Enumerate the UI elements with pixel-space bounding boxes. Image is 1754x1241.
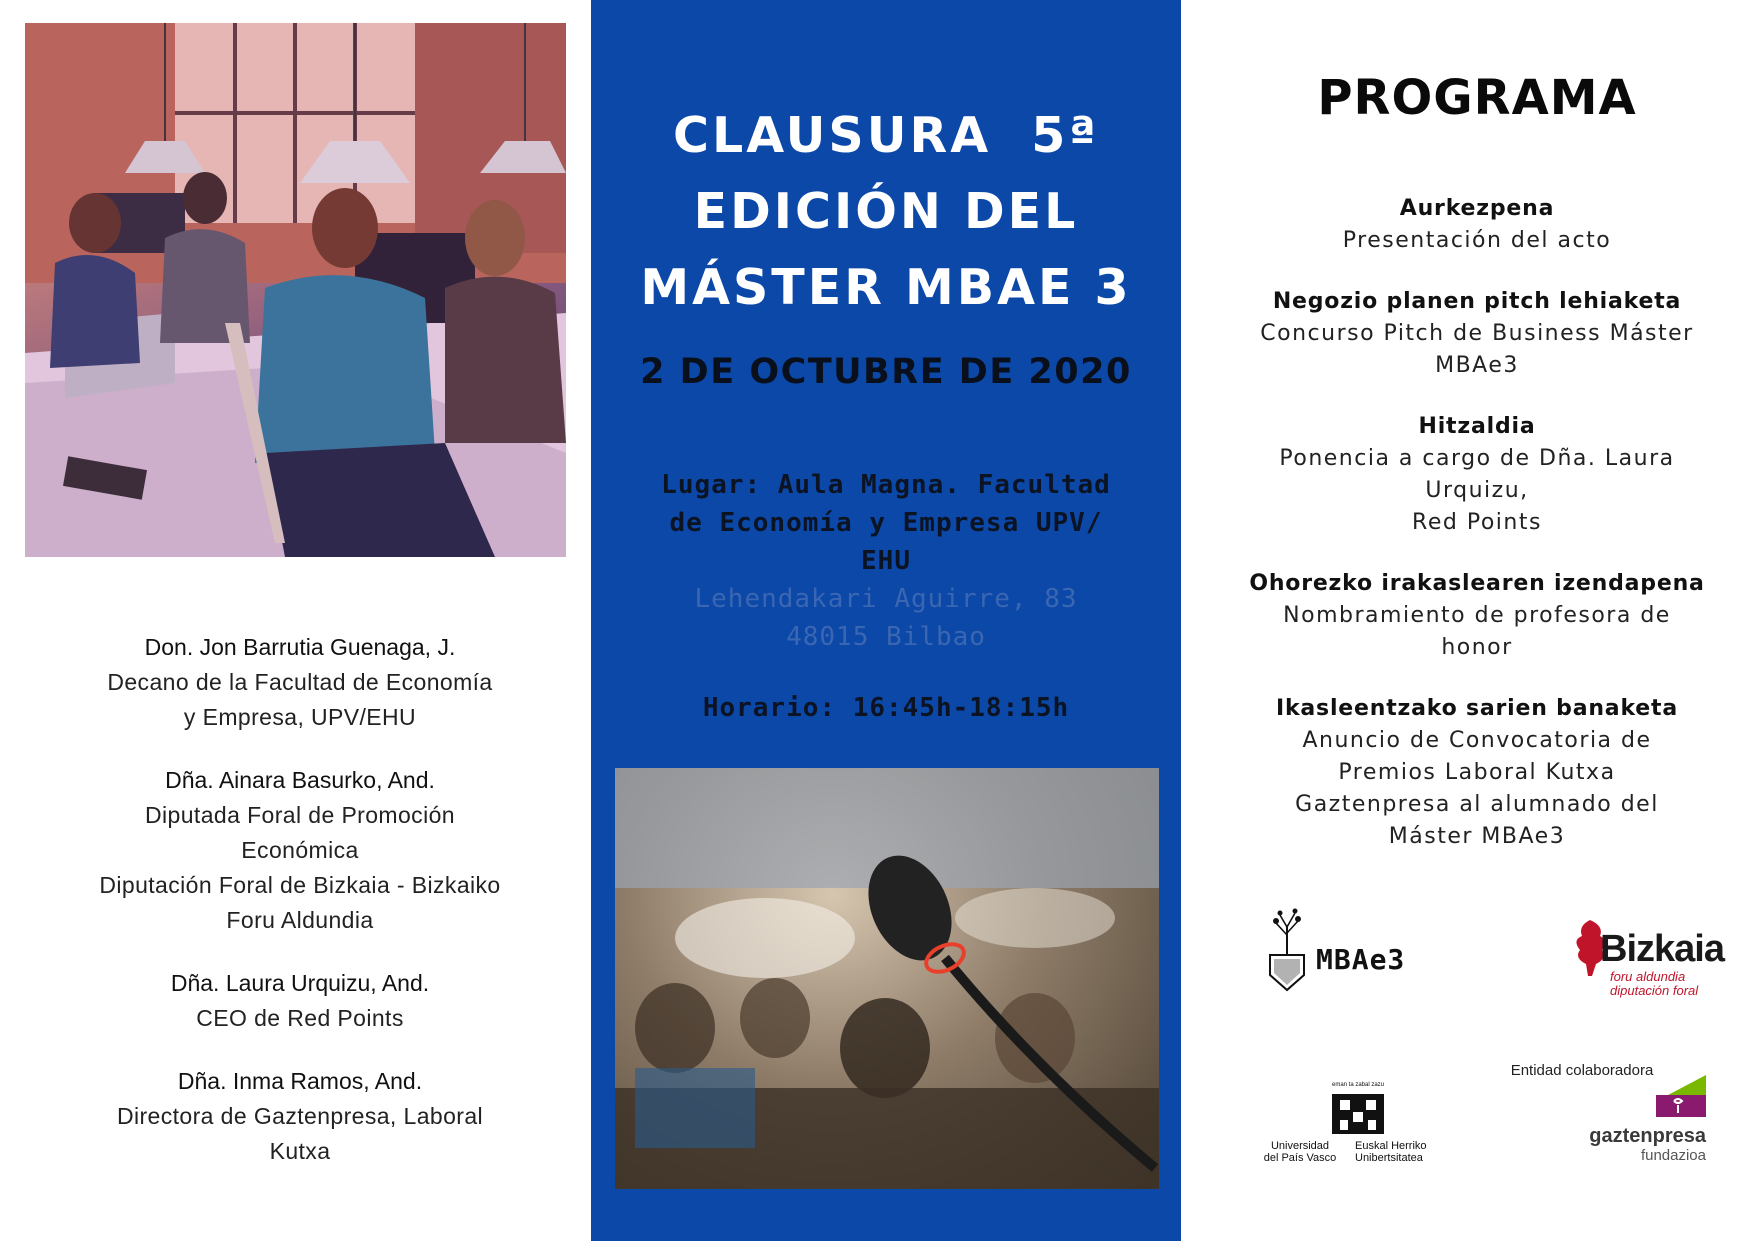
microphone-photo: [615, 768, 1159, 1189]
bizkaia-logo: [1570, 918, 1730, 998]
office-photo: [25, 23, 566, 557]
program-item-title: Aurkezpena: [1399, 196, 1555, 221]
event-date: 2 DE OCTUBRE DE 2020: [640, 352, 1132, 392]
venue-address-line: Lehendakari Aguirre, 83: [694, 584, 1078, 614]
program-item-title: Negozio planen pitch lehiaketa: [1272, 289, 1682, 314]
venue-label-line: Lugar: Aula Magna. Facultad: [661, 470, 1111, 500]
event-schedule: Horario: 16:45h-18:15h: [702, 693, 1070, 723]
program-item-title: Ohorezko irakaslearen izendapena: [1249, 571, 1705, 596]
program-item-desc-line: Máster MBAe3: [1388, 824, 1566, 849]
program-item-title: Ikasleentzako sarien banaketa: [1276, 696, 1678, 721]
participant-name: Dña. Laura Urquizu, And.: [170, 970, 430, 996]
bizkaia-logo-sub: diputación foral: [1610, 983, 1699, 998]
venue-label-line: de Economía y Empresa UPV/: [669, 508, 1103, 538]
upv-name-es-line: Universidad: [1270, 1140, 1330, 1152]
participants-list: [20, 630, 580, 1197]
program-item-desc-line: Anuncio de Convocatoria de: [1302, 728, 1652, 753]
program-item: [1212, 411, 1742, 539]
participant-role-line: Foru Aldundia: [226, 907, 374, 933]
program-item: [1212, 693, 1742, 853]
venue-label-line: EHU: [861, 546, 911, 576]
upv-name-es: [1250, 1140, 1350, 1164]
participant-role-line: Económica: [241, 837, 359, 863]
program-item-desc-line: Concurso Pitch de Business Máster: [1260, 321, 1694, 346]
bizkaia-logo-sub: foru aldundia: [1610, 969, 1686, 984]
program-item-desc-line: Red Points: [1412, 510, 1542, 535]
participant-role-line: Diputada Foral de Promoción: [145, 802, 455, 828]
mbae3-logo: [1262, 905, 1452, 995]
gaztenpresa-logo-sub: fundazioa: [1640, 1147, 1706, 1164]
participant: [20, 1064, 580, 1169]
participant-role-line: Kutxa: [269, 1138, 331, 1164]
participant-role-line: y Empresa, UPV/EHU: [183, 704, 417, 730]
upv-name-eu-line: Unibertsitatea: [1355, 1152, 1423, 1164]
upv-ehu-logo: [1250, 1082, 1450, 1172]
upv-motto: eman ta zabal zazu: [1331, 1082, 1385, 1088]
participant-role-line: CEO de Red Points: [196, 1005, 404, 1031]
participant-name: Don. Jon Barrutia Guenaga, J.: [144, 634, 456, 660]
bizkaia-logo-word: Bizkaia: [1600, 928, 1724, 970]
event-title-line: EDICIÓN DEL: [693, 183, 1079, 240]
event-title: [591, 98, 1181, 326]
mbae3-logo-text: MBAe3: [1316, 943, 1406, 976]
participant-role-line: Directora de Gaztenpresa, Laboral: [116, 1103, 484, 1129]
venue: [631, 466, 1141, 656]
program-item-desc-line: Gaztenpresa al alumnado del: [1295, 792, 1659, 817]
program-item-desc-line: Premios Laboral Kutxa: [1338, 760, 1616, 785]
program-item-desc-line: Nombramiento de profesora de: [1283, 603, 1671, 628]
participant-name: Dña. Inma Ramos, And.: [177, 1068, 423, 1094]
program-item-desc-line: MBAe3: [1435, 353, 1519, 378]
collaborator-label: Entidad colaboradora: [1510, 1062, 1654, 1079]
event-title-line: MÁSTER MBAE 3: [640, 259, 1132, 316]
participant-role-line: Decano de la Facultad de Economía: [107, 669, 493, 695]
program-item-desc-line: Ponencia a cargo de Dña. Laura: [1279, 446, 1675, 471]
center-panel: [591, 0, 1181, 1241]
upv-name-es-line: del País Vasco: [1263, 1152, 1337, 1164]
upv-name-eu: [1355, 1140, 1455, 1164]
upv-name-eu-line: Euskal Herriko: [1355, 1140, 1427, 1152]
program-item: [1212, 193, 1742, 257]
participant-role-line: Diputación Foral de Bizkaia - Bizkaiko: [99, 872, 501, 898]
gaztenpresa-emblem-icon: [1648, 1075, 1708, 1125]
event-title-line: CLAUSURA 5ª: [673, 107, 1099, 164]
venue-address-line: 48015 Bilbao: [786, 622, 986, 652]
program-list: [1212, 193, 1742, 882]
program-item: [1212, 568, 1742, 664]
mbae3-emblem-icon: [1262, 905, 1312, 995]
participant: [20, 763, 580, 938]
program-item: [1212, 286, 1742, 382]
program-item-desc-line: Urquizu,: [1425, 478, 1529, 503]
participant: [20, 966, 580, 1036]
program-item-desc-line: Presentación del acto: [1342, 228, 1612, 253]
upv-ehu-emblem-icon: [1328, 1090, 1388, 1138]
program-item-title: Hitzaldia: [1418, 414, 1536, 439]
gaztenpresa-logo: [1562, 1075, 1712, 1165]
program-item-desc-line: honor: [1441, 635, 1513, 660]
participant-name: Dña. Ainara Basurko, And.: [165, 767, 435, 793]
participant: [20, 630, 580, 735]
program-heading: PROGRAMA: [1317, 70, 1637, 126]
gaztenpresa-logo-word: gaztenpresa: [1589, 1125, 1706, 1147]
